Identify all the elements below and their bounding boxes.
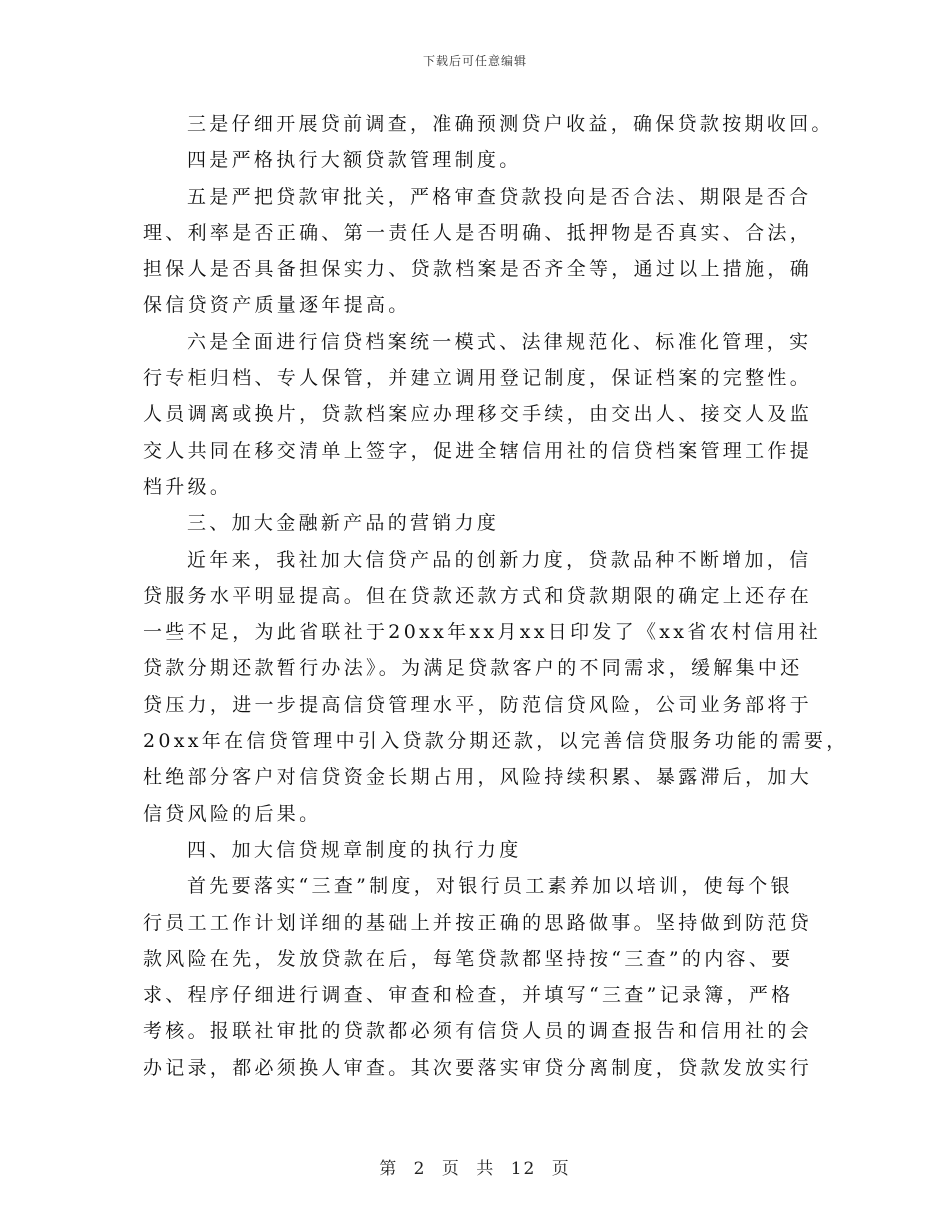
paragraph-line: 20xx年在信贷管理中引入贷款分期还款，以完善信贷服务功能的需要， [143, 730, 849, 753]
paragraph-line: 近年来，我社加大信贷产品的创新力度，贷款品种不断增加，信 [187, 548, 812, 571]
paragraph-line: 档升级。 [143, 475, 233, 498]
paragraph-line: 考核。报联社审批的贷款都必须有信贷人员的调查报告和信用社的会 [143, 1020, 813, 1043]
section-heading: 三、加大金融新产品的营销力度 [187, 512, 500, 535]
paragraph-line: 四是严格执行大额贷款管理制度。 [187, 149, 522, 172]
paragraph-line: 一些不足，为此省联社于20xx年xx月xx日印发了《xx省农村信用社 [143, 621, 822, 644]
paragraph-line: 贷服务水平明显提高。但在贷款还款方式和贷款期限的确定上还存在 [143, 584, 813, 607]
page-header: 下载后可任意编辑 [422, 54, 527, 68]
paragraph-line: 办记录，都必须换人审查。其次要落实审贷分离制度，贷款发放实行 [143, 1056, 813, 1079]
paragraph-line: 六是全面进行信贷档案统一模式、法律规范化、标准化管理，实 [187, 330, 812, 353]
document-body [143, 106, 849, 1086]
paragraph-line: 保信贷资产质量逐年提高。 [143, 294, 411, 317]
paragraph-line: 信贷风险的后果。 [143, 802, 322, 825]
paragraph-line: 五是严把贷款审批关，严格审查贷款投向是否合法、期限是否合 [187, 185, 812, 208]
paragraph-line: 行员工工作计划详细的基础上并按正确的思路做事。坚持做到防范贷 [143, 911, 813, 934]
paragraph-line: 三是仔细开展贷前调查，准确预测贷户收益，确保贷款按期收回。 [187, 113, 834, 135]
paragraph-line: 贷压力，进一步提高信贷管理水平，防范信贷风险，公司业务部将于 [143, 693, 813, 716]
paragraph-line: 贷款分期还款暂行办法》。为满足贷款客户的不同需求，缓解集中还 [143, 657, 803, 680]
paragraph-line: 求、程序仔细进行调查、审查和检查，并填写“三查”记录簿，严格 [143, 984, 794, 1007]
paragraph-line: 理、利率是否正确、第一责任人是否明确、抵押物是否真实、合法， [143, 221, 813, 244]
section-heading: 四、加大信贷规章制度的执行力度 [187, 838, 522, 861]
paragraph-line: 款风险在先，发放贷款在后，每笔贷款都坚持按“三查”的内容、要 [143, 947, 794, 970]
paragraph-line: 首先要落实“三查”制度，对银行员工素养加以培训，使每个银 [187, 875, 793, 898]
page-number: 第 2 页 共 12 页 [379, 1159, 571, 1179]
paragraph-line: 杜绝部分客户对信贷资金长期占用，风险持续积累、暴露滞后，加大 [143, 766, 813, 789]
paragraph-line: 交人共同在移交清单上签字，促进全辖信用社的信贷档案管理工作提 [143, 439, 813, 462]
paragraph-line: 人员调离或换片，贷款档案应办理移交手续，由交出人、接交人及监 [143, 403, 813, 426]
paragraph-line: 担保人是否具备担保实力、贷款档案是否齐全等，通过以上措施，确 [143, 258, 813, 281]
paragraph-line: 行专柜归档、专人保管，并建立调用登记制度，保证档案的完整性。 [143, 367, 813, 390]
